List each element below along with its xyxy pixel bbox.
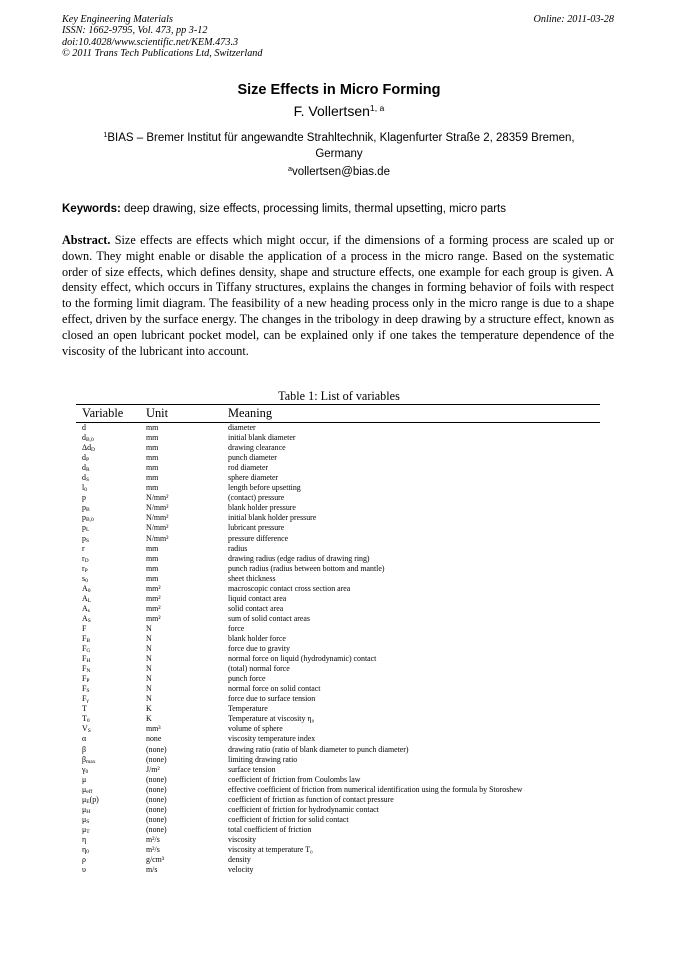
symbol-base: d	[82, 453, 86, 463]
table-body	[76, 423, 600, 876]
variable-symbol	[76, 544, 140, 554]
variable-symbol	[76, 835, 140, 845]
variable-meaning: viscosity at temperature T₀	[228, 844, 313, 854]
variable-meaning: density	[228, 855, 251, 865]
variable-meaning: surface tension	[228, 764, 276, 774]
issn-line: ISSN: 1662-9795, Vol. 473, pp 3-12	[62, 25, 208, 37]
variable-unit: (none)	[146, 784, 167, 794]
variable-symbol	[76, 795, 140, 805]
symbol-subscript: 0	[85, 577, 88, 584]
paper-title: Size Effects in Micro Forming	[237, 82, 441, 98]
variable-meaning: coefficient of friction for solid contact	[228, 814, 349, 824]
variable-unit: m²/s	[146, 844, 160, 854]
symbol-base: A	[82, 593, 88, 603]
variables-table	[76, 404, 600, 875]
symbol-subscript: eff	[86, 788, 93, 795]
table-row	[76, 493, 600, 503]
variable-symbol	[76, 704, 140, 714]
symbol-subscript: D	[84, 557, 89, 564]
symbol-base: d	[82, 423, 86, 432]
header-unit: Unit	[140, 405, 222, 423]
table-row	[76, 584, 600, 594]
symbol-base: A	[82, 583, 88, 593]
variable-symbol	[76, 473, 140, 483]
variable-symbol	[76, 513, 140, 523]
table-row	[76, 835, 600, 845]
variable-symbol	[76, 624, 140, 634]
variable-symbol	[76, 785, 140, 795]
table-row	[76, 745, 600, 755]
table-row	[76, 805, 600, 815]
symbol-base: F	[82, 623, 87, 633]
variable-symbol	[76, 554, 140, 564]
variable-symbol	[76, 674, 140, 684]
symbol-subscript: B,0	[85, 517, 94, 524]
table-row	[76, 624, 600, 634]
table-row	[76, 463, 600, 473]
variable-symbol	[76, 724, 140, 734]
variable-unit: mm	[146, 573, 159, 583]
variable-unit: N/mm²	[146, 493, 169, 503]
doi-line[interactable]: doi:10.4028/www.scientific.net/KEM.473.3	[62, 36, 239, 48]
variable-meaning: liquid contact area	[228, 593, 287, 603]
variable-meaning: Temperature	[228, 704, 268, 714]
variable-unit: N/mm²	[146, 533, 169, 543]
keywords-text: deep drawing, size effects, processing limits, thermal upsetting, micro parts	[120, 203, 507, 215]
symbol-subscript: S	[85, 477, 90, 484]
variable-meaning: Temperature at viscosity η₀	[228, 714, 315, 724]
variable-meaning: volume of sphere	[228, 724, 283, 734]
symbol-subscript: γ	[86, 698, 89, 705]
variable-unit: mm²	[146, 603, 161, 613]
symbol-base: Δd	[82, 443, 92, 453]
symbol-base: T	[82, 704, 87, 714]
journal-name: Key Engineering Materials	[62, 14, 173, 25]
table-row	[76, 423, 600, 434]
variable-meaning: coefficient of friction for hydrodynamic contact	[228, 804, 379, 814]
variable-symbol	[76, 845, 140, 855]
variable-symbol	[76, 765, 140, 775]
table-row	[76, 564, 600, 574]
variable-symbol	[76, 433, 140, 443]
email-line	[0, 166, 678, 178]
variable-meaning: length before upsetting	[228, 483, 301, 493]
table-row	[76, 644, 600, 654]
symbol-base: μ	[82, 814, 87, 824]
variable-meaning: velocity	[228, 865, 254, 875]
variable-symbol	[76, 503, 140, 513]
table-row	[76, 785, 600, 795]
table-row	[76, 664, 600, 674]
variable-unit: mm	[146, 443, 159, 453]
symbol-base: F	[82, 674, 87, 684]
variable-unit: N	[146, 644, 152, 654]
header-variable: Variable	[76, 405, 140, 423]
symbol-base: μ	[82, 774, 87, 784]
table-caption: Table 1: List of variables	[278, 389, 400, 403]
symbol-base: η	[82, 834, 87, 844]
table-row	[76, 855, 600, 865]
variable-unit: mm²	[146, 593, 161, 603]
table-row	[76, 544, 600, 554]
variable-meaning: macroscopic contact cross section area	[228, 583, 351, 593]
variable-unit: mm²	[146, 613, 161, 623]
variable-meaning: sphere diameter	[228, 473, 279, 483]
variable-meaning: rod diameter	[228, 463, 269, 473]
variable-symbol	[76, 855, 140, 865]
variable-meaning: force	[228, 623, 245, 633]
variable-symbol	[76, 755, 140, 765]
symbol-base: μ	[82, 784, 87, 794]
symbol-base: d	[82, 433, 86, 443]
variable-unit: J/m²	[146, 764, 160, 774]
variable-symbol	[76, 463, 140, 473]
variable-meaning: normal force on solid contact	[228, 684, 321, 694]
table-row	[76, 775, 600, 785]
author-superscript: 1, a	[369, 103, 385, 114]
symbol-base: υ	[82, 865, 86, 875]
affiliation-superscript: 1	[103, 131, 108, 140]
symbol-base: β	[82, 744, 87, 754]
symbol-base: d	[82, 473, 86, 483]
table-row	[76, 574, 600, 584]
variable-symbol	[76, 443, 140, 453]
variable-symbol	[76, 734, 140, 744]
variable-symbol	[76, 684, 140, 694]
symbol-subscript: 0	[87, 587, 91, 594]
variable-symbol	[76, 815, 140, 825]
variable-unit: mm	[146, 553, 159, 563]
table-row	[76, 865, 600, 875]
variable-symbol	[76, 584, 140, 594]
variable-unit: N	[146, 684, 152, 694]
symbol-base: l	[82, 483, 85, 493]
variable-unit: N	[146, 674, 152, 684]
variable-unit: N	[146, 664, 152, 674]
variable-meaning: lubricant pressure	[228, 523, 285, 533]
variable-symbol	[76, 523, 140, 533]
abstract-text: Size effects are effects which might occur, if the dimensions of a forming process are scaled up or down. They might enable or disable the application of a process in the micro range. Based on the systematic order of size effects, which defines density, shape and structure effects, one example for each group is given. A density effect, which occurs in Tiffany structures, explains the changes in forming behavior of foils with respect to the forming limit diagram. The feasibility of a new heading process only in the micro range is due to a shape effect, driven by the surface energy. The changes in the tribology in deep drawing by a structure effect, known as closed an open lubricant pocket model, can be explained only if one takes the temperature dependence of the viscosity of the lubricant into account.	[62, 233, 614, 358]
table-row	[76, 765, 600, 775]
symbol-base: μ	[82, 804, 87, 814]
variable-meaning: viscosity	[228, 834, 257, 844]
symbol-base: F	[82, 654, 87, 664]
symbol-base: r	[82, 563, 85, 573]
email-superscript: a	[288, 165, 292, 174]
table-row	[76, 734, 600, 744]
variable-symbol	[76, 574, 140, 584]
symbol-base: d	[82, 463, 86, 473]
variable-unit: N	[146, 694, 152, 704]
symbol-base: s	[82, 573, 86, 583]
symbol-base: F	[82, 633, 87, 643]
table-row	[76, 554, 600, 564]
symbol-subscript: S	[86, 818, 90, 825]
variable-meaning: effective coefficient of friction from numerical identification using the formula by Storoshew	[228, 784, 523, 794]
table-row	[76, 815, 600, 825]
symbol-subscript: E	[86, 798, 90, 805]
variable-unit: mm	[146, 463, 159, 473]
table-row	[76, 674, 600, 684]
symbol-base: r	[82, 543, 85, 553]
variable-unit: N/mm²	[146, 523, 169, 533]
symbol-subscript: B	[86, 638, 91, 645]
symbol-base: p	[82, 523, 86, 533]
header-meaning: Meaning	[222, 405, 600, 423]
table-row	[76, 513, 600, 523]
variable-meaning: (total) normal force	[228, 664, 290, 674]
symbol-base: F	[82, 684, 87, 694]
variable-unit: K	[146, 714, 152, 724]
symbol-subscript: G	[86, 648, 91, 655]
variable-symbol	[76, 664, 140, 674]
symbol-subscript: N	[86, 668, 91, 675]
symbol-base: μ	[82, 824, 87, 834]
variable-unit: mm	[146, 473, 159, 483]
variable-unit: (none)	[146, 754, 167, 764]
variable-meaning: normal force on liquid (hydrodynamic) contact	[228, 654, 377, 664]
variable-symbol	[76, 493, 140, 503]
symbol-subscript: s	[87, 607, 90, 614]
table-row	[76, 845, 600, 855]
variable-meaning: coefficient of friction as function of contact pressure	[228, 794, 394, 804]
symbol-subscript: B,0	[85, 437, 94, 444]
table-row	[76, 503, 600, 513]
variable-unit: (none)	[146, 804, 167, 814]
variable-meaning: (contact) pressure	[228, 493, 285, 503]
table-row	[76, 473, 600, 483]
symbol-base: p	[82, 513, 86, 523]
table-row	[76, 443, 600, 453]
symbol-subscript: S	[87, 728, 91, 735]
variable-meaning: initial blank holder pressure	[228, 513, 317, 523]
variable-meaning: total coefficient of friction	[228, 824, 312, 834]
affiliation-text: BIAS – Bremer Institut für angewandte Strahltechnik, Klagenfurter Straße 2, 28359 Bremen, Germany	[107, 132, 575, 160]
variable-meaning: drawing radius (edge radius of drawing ring)	[228, 553, 370, 563]
symbol-subscript: L	[85, 527, 90, 534]
variable-meaning: punch radius (radius between bottom and mantle)	[228, 563, 385, 573]
table-row	[76, 654, 600, 664]
affiliation	[80, 130, 598, 162]
variable-symbol	[76, 423, 140, 434]
symbol-subscript: S	[87, 617, 91, 624]
author-name: F. Vollertsen	[293, 103, 370, 119]
variable-meaning: sum of solid contact areas	[228, 613, 310, 623]
table-row	[76, 825, 600, 835]
variable-unit: mm	[146, 483, 159, 493]
symbol-subscript: S	[85, 537, 90, 544]
symbol-subscript: B	[85, 507, 90, 514]
symbol-subscript: D	[91, 447, 96, 454]
abstract	[62, 233, 614, 359]
variable-meaning: force due to surface tension	[228, 694, 316, 704]
variable-symbol	[76, 564, 140, 574]
table-row	[76, 714, 600, 724]
table-row	[76, 684, 600, 694]
symbol-base: r	[82, 553, 85, 563]
variable-meaning: diameter	[228, 423, 256, 432]
variable-meaning: initial blank diameter	[228, 433, 296, 443]
variable-symbol	[76, 775, 140, 785]
symbol-base: p	[82, 533, 86, 543]
variable-meaning: limiting drawing ratio	[228, 754, 298, 764]
table-row	[76, 755, 600, 765]
variable-symbol	[76, 453, 140, 463]
variable-unit: mm²	[146, 583, 161, 593]
variable-unit: g/cm³	[146, 855, 165, 865]
abstract-label: Abstract.	[62, 233, 111, 247]
variable-meaning: punch diameter	[228, 453, 277, 463]
variable-unit: mm	[146, 563, 159, 573]
variable-unit: N/mm²	[146, 503, 169, 513]
variable-unit: (none)	[146, 744, 167, 754]
variable-unit: mm³	[146, 724, 161, 734]
table-row	[76, 453, 600, 463]
variable-unit: N	[146, 623, 152, 633]
variable-meaning: drawing ratio (ratio of blank diameter to punch diameter)	[228, 744, 409, 754]
variable-unit: (none)	[146, 794, 167, 804]
symbol-base: T	[82, 714, 87, 724]
symbol-base: F	[82, 664, 87, 674]
variable-meaning: sheet thickness	[228, 573, 276, 583]
variable-unit: (none)	[146, 814, 167, 824]
symbol-subscript: L	[87, 597, 92, 604]
variable-unit: (none)	[146, 774, 167, 784]
symbol-base: μ	[82, 794, 87, 804]
variable-symbol	[76, 534, 140, 544]
variable-unit: m/s	[146, 865, 158, 875]
symbol-subscript: P	[85, 457, 90, 464]
variable-symbol	[76, 654, 140, 664]
symbol-base: A	[82, 603, 88, 613]
variable-meaning: punch force	[228, 674, 266, 684]
symbol-suffix: (p)	[89, 794, 99, 804]
keywords-label: Keywords:	[62, 203, 121, 215]
variable-meaning: coefficient of friction from Coulombs law	[228, 774, 361, 784]
table-row	[76, 724, 600, 734]
table-row	[76, 634, 600, 644]
variable-symbol	[76, 714, 140, 724]
symbol-subscript: T	[86, 828, 90, 835]
table-header-row	[76, 405, 600, 423]
variable-meaning: blank holder force	[228, 633, 286, 643]
variable-meaning: radius	[228, 543, 248, 553]
table-row	[76, 614, 600, 624]
variable-unit: N	[146, 633, 152, 643]
variable-unit: mm	[146, 423, 159, 432]
table-row	[76, 483, 600, 493]
variable-symbol	[76, 644, 140, 654]
symbol-base: F	[82, 644, 87, 654]
variable-unit: m²/s	[146, 834, 160, 844]
variable-symbol	[76, 604, 140, 614]
author-line	[0, 103, 678, 119]
variable-symbol	[76, 825, 140, 835]
variable-symbol	[76, 805, 140, 815]
variable-meaning: pressure difference	[228, 533, 289, 543]
symbol-subscript: R	[85, 467, 90, 474]
variable-symbol	[76, 483, 140, 493]
symbol-subscript: P	[86, 678, 90, 685]
copyright-line: © 2011 Trans Tech Publications Ltd, Switzerland	[62, 48, 263, 60]
variable-unit: N	[146, 654, 152, 664]
symbol-base: F	[82, 694, 87, 704]
table-row	[76, 433, 600, 443]
table-row	[76, 694, 600, 704]
variable-symbol	[76, 634, 140, 644]
symbol-subscript: max	[86, 758, 96, 765]
symbol-base: β	[82, 754, 87, 764]
variable-symbol	[76, 614, 140, 624]
symbol-subscript: 0	[86, 718, 90, 725]
symbol-subscript: S	[86, 688, 90, 695]
email-address[interactable]: vollertsen@bias.de	[291, 166, 390, 178]
symbol-subscript: H	[86, 808, 91, 815]
symbol-base: V	[82, 724, 88, 734]
variable-unit: K	[146, 704, 152, 714]
variable-symbol	[76, 594, 140, 604]
variable-unit: none	[146, 734, 162, 744]
symbol-base: γ	[82, 764, 86, 774]
variable-meaning: force due to gravity	[228, 644, 291, 654]
variable-symbol	[76, 745, 140, 755]
symbol-base: ρ	[82, 855, 86, 865]
table-row	[76, 604, 600, 614]
variable-unit: mm	[146, 543, 159, 553]
symbol-subscript: 0	[86, 849, 89, 856]
symbol-subscript: 0	[85, 768, 89, 775]
online-date: Online: 2011-03-28	[533, 14, 614, 25]
variable-meaning: solid contact area	[228, 603, 284, 613]
table-row	[76, 534, 600, 544]
symbol-base: η	[82, 844, 87, 854]
variable-unit: mm	[146, 433, 159, 443]
table-row	[76, 795, 600, 805]
symbol-base: p	[82, 493, 86, 503]
variable-unit: mm	[146, 453, 159, 463]
journal-header	[62, 14, 262, 60]
table-row	[76, 704, 600, 714]
variable-meaning: viscosity temperature index	[228, 734, 316, 744]
symbol-subscript: 0	[84, 487, 87, 494]
variable-symbol	[76, 865, 140, 875]
keywords	[62, 203, 622, 215]
table-row	[76, 523, 600, 533]
variable-symbol	[76, 694, 140, 704]
variable-meaning: drawing clearance	[228, 443, 286, 453]
variable-unit: (none)	[146, 824, 167, 834]
variable-meaning: blank holder pressure	[228, 503, 296, 513]
table-row	[76, 594, 600, 604]
symbol-base: α	[82, 734, 87, 744]
variable-unit: N/mm²	[146, 513, 169, 523]
symbol-base: A	[82, 613, 88, 623]
symbol-subscript: H	[86, 658, 91, 665]
symbol-subscript: P	[84, 567, 88, 574]
symbol-base: p	[82, 503, 86, 513]
